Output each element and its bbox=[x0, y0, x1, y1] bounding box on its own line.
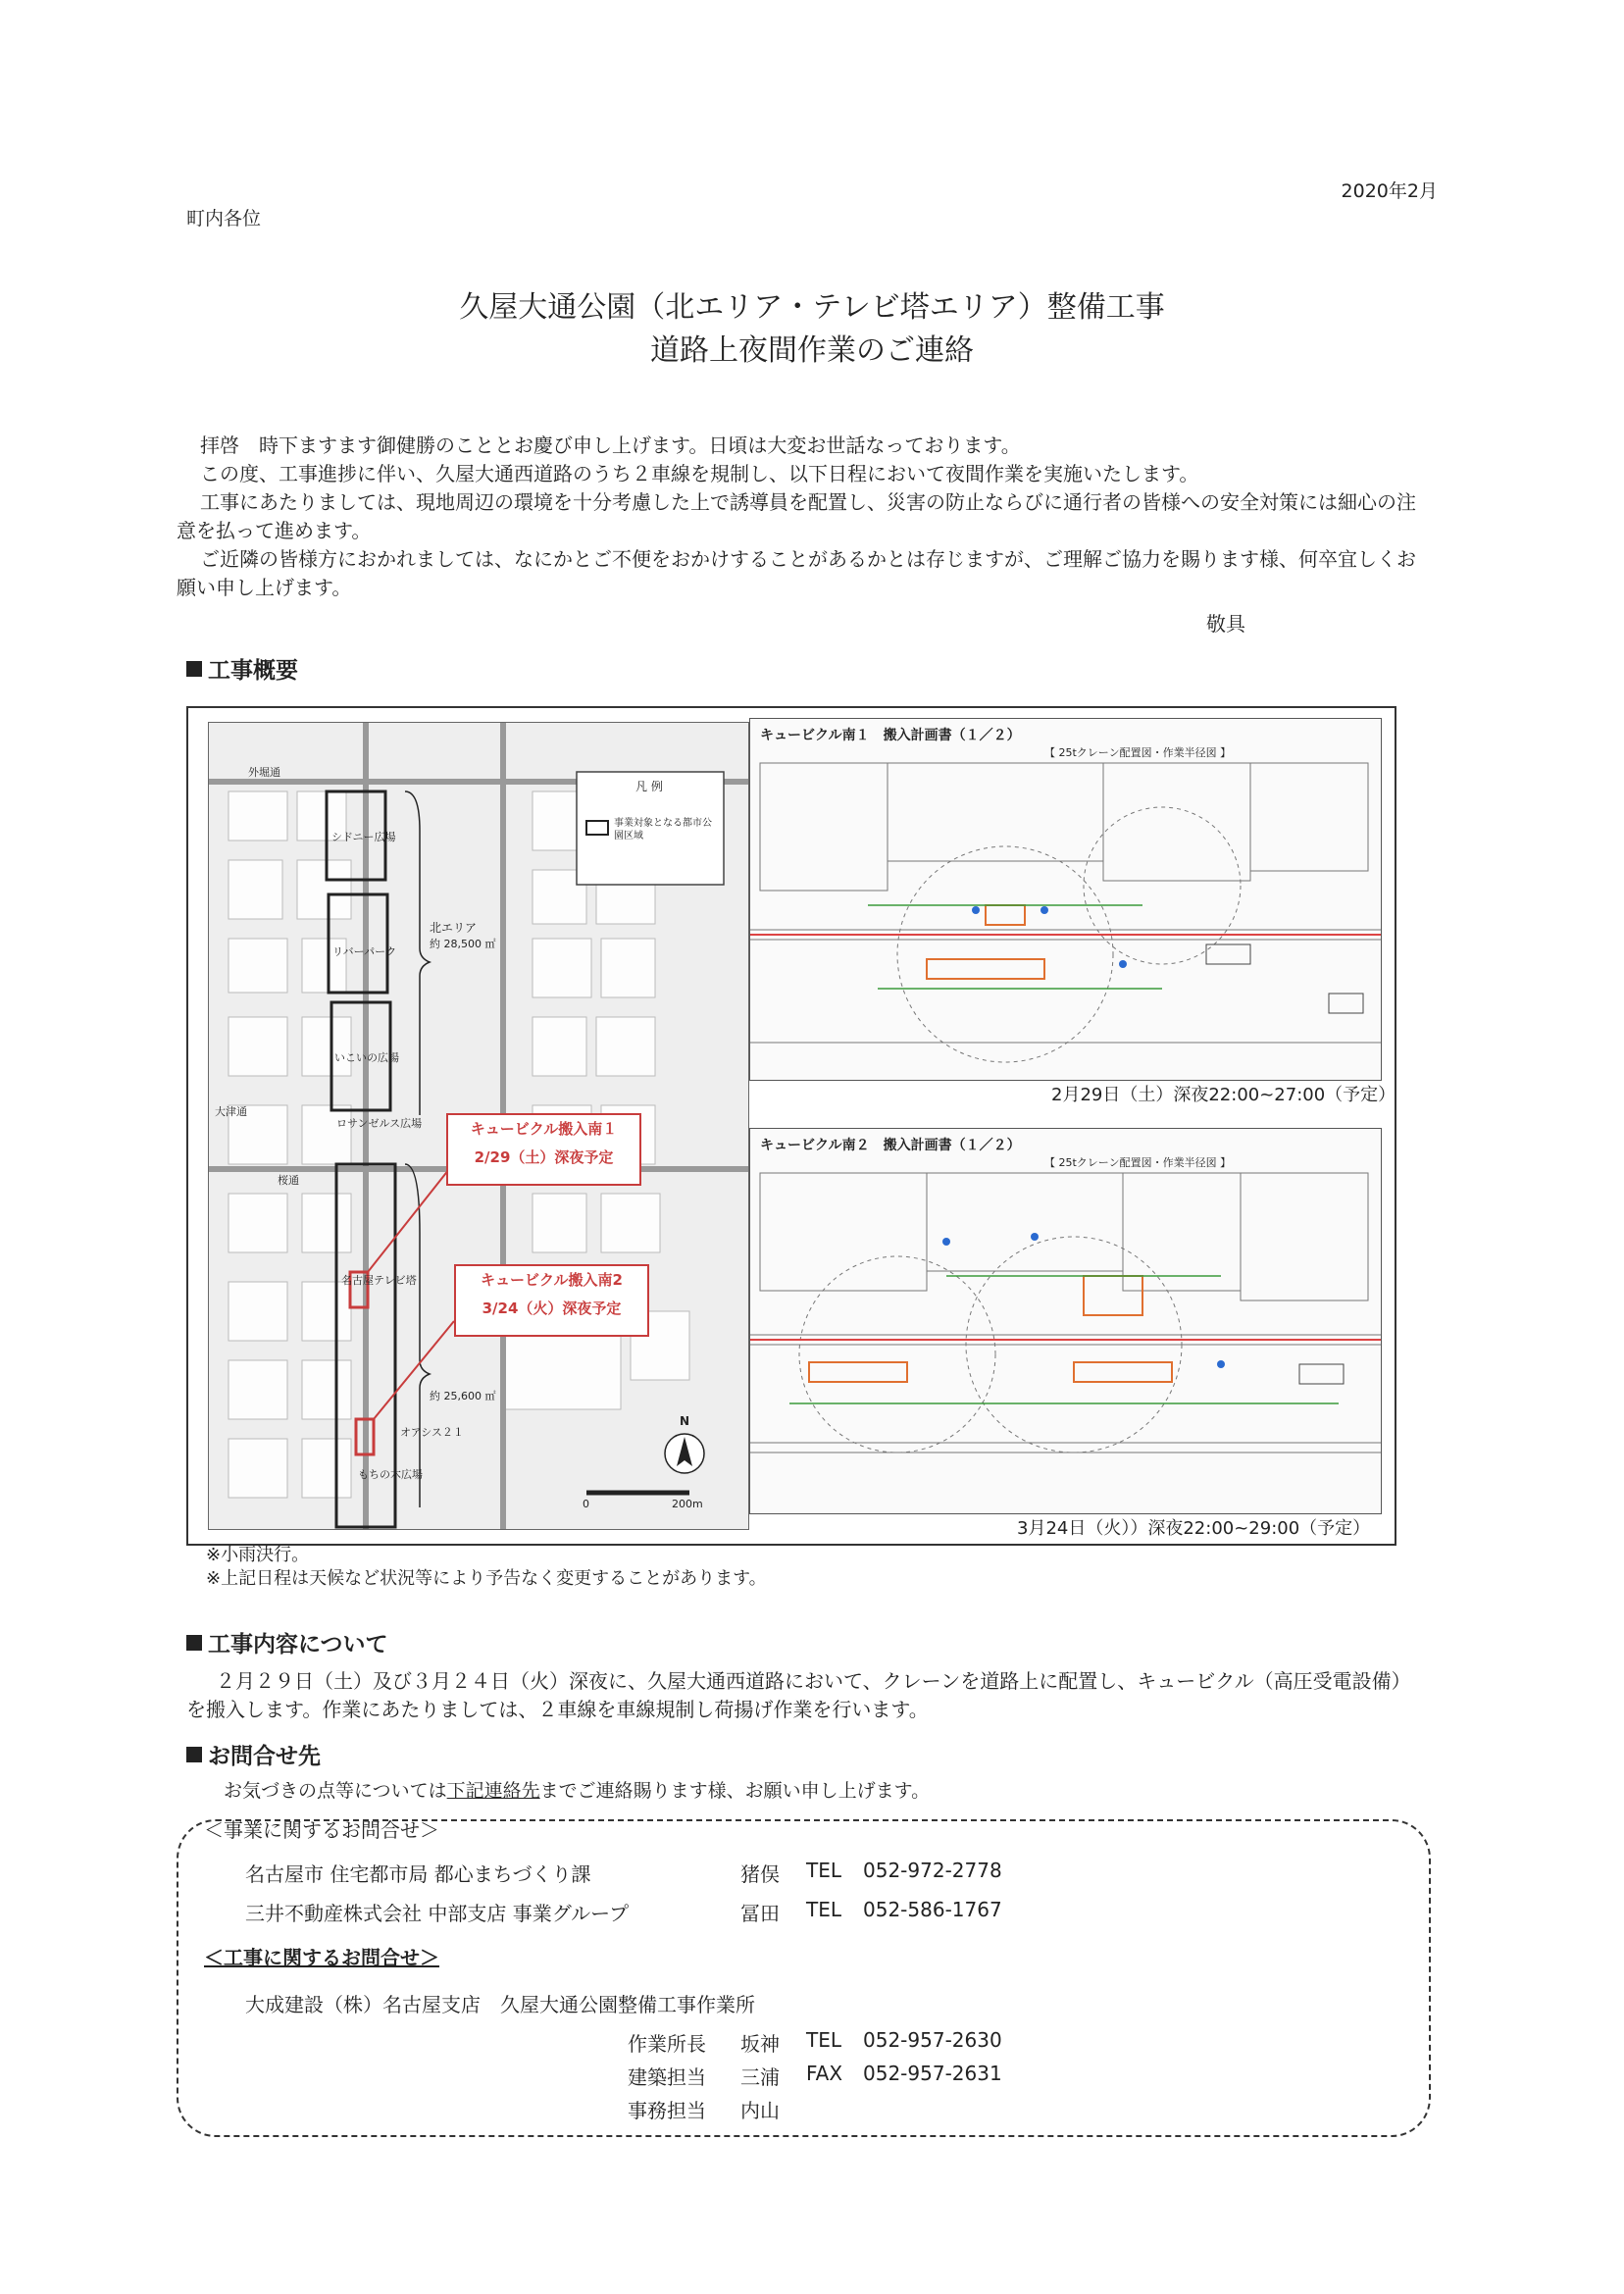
content-text: ２月２９日（土）及び３月２４日（火）深夜に、久屋大通西道路において、クレーンを道路上に配置し、キュービクル（高圧受電設備）を搬入します。作業にあたりましては、２車線を車線規制し荷揚げ作業を行います。 bbox=[186, 1669, 1411, 1721]
contact-person: 猪俣 bbox=[740, 1862, 780, 1886]
greeting-p2: この度、工事進捗に伴い、久屋大通西道路のうち２車線を規制し、以下日程において夜間作業を実施いたします。 bbox=[200, 462, 1199, 485]
section-heading-content: 工事内容について bbox=[186, 1626, 388, 1658]
map-place-label: もちの木広場 bbox=[358, 1468, 423, 1481]
plan-2-drawing bbox=[750, 1129, 1381, 1513]
contact-person: 三浦 bbox=[740, 2065, 780, 2089]
contact-org: 三井不動産株式会社 中部支店 事業グループ bbox=[245, 1902, 630, 1925]
site-map bbox=[208, 722, 749, 1530]
contact-kind: TEL bbox=[806, 1859, 841, 1882]
greeting-p1: 拝啓 時下ますます御健勝のこととお慶び申し上げます。日頃は大変お世話なっております。 bbox=[200, 433, 1021, 457]
square-bullet-icon bbox=[186, 1747, 202, 1762]
contact-kind: FAX bbox=[806, 2062, 843, 2085]
plan-2-caption: 3月24日（火））深夜22:00~29:00（予定） bbox=[1017, 1518, 1371, 1539]
delivery-plan-2 bbox=[749, 1128, 1382, 1514]
greeting-text bbox=[177, 432, 1432, 602]
construction-inquiry-title: ＜工事に関するお問合せ＞ bbox=[204, 1946, 439, 1969]
contact-person: 冨田 bbox=[740, 1902, 780, 1925]
contact-person: 坂神 bbox=[740, 2032, 780, 2056]
title-line-2: 道路上夜間作業のご連絡 bbox=[650, 332, 974, 368]
map-place-label: いこいの広場 bbox=[334, 1051, 399, 1064]
area-north-label: 北エリア bbox=[430, 921, 478, 935]
contact-role: 作業所長 bbox=[628, 2032, 706, 2056]
scale-200m: 200m bbox=[672, 1498, 703, 1510]
contact-number: 052-957-2630 bbox=[863, 2028, 1002, 2052]
greeting-p3: 工事にあたりましては、現地周辺の環境を十分考慮した上で誘導員を配置し、災害の防止ならびに通行者の皆様への安全対策には細心の注意を払って進めます。 bbox=[177, 490, 1416, 542]
addressee: 町内各位 bbox=[186, 208, 262, 229]
note-schedule: ※上記日程は天候など状況等により予告なく変更することがあります。 bbox=[206, 1568, 767, 1589]
map-place-label: 大津通 bbox=[215, 1105, 247, 1118]
contact-org: 名古屋市 住宅都市局 都心まちづくり課 bbox=[245, 1862, 591, 1886]
contact-role: 事務担当 bbox=[628, 2099, 706, 2122]
document-date: 2020年2月 bbox=[1341, 180, 1438, 202]
legend-title: 凡 例 bbox=[635, 780, 663, 793]
map-place-label: リバーパーク bbox=[332, 945, 397, 958]
north-mark: N bbox=[680, 1414, 690, 1428]
overview-figure bbox=[186, 706, 1396, 1546]
square-bullet-icon bbox=[186, 661, 202, 677]
delivery-plan-1 bbox=[749, 718, 1382, 1081]
callout-delivery-1: キュービクル搬入南１ 2/29（土）深夜予定 bbox=[446, 1113, 641, 1186]
plan-2-subtitle: 【 25tクレーン配置図・作業半径図 】 bbox=[1044, 1156, 1232, 1169]
square-bullet-icon bbox=[186, 1635, 202, 1651]
contact-link: 下記連絡先 bbox=[446, 1780, 540, 1802]
contact-number: 052-972-2778 bbox=[863, 1859, 1002, 1882]
map-place-label: 名古屋テレビ塔 bbox=[341, 1274, 417, 1287]
contact-number: 052-957-2631 bbox=[863, 2062, 1002, 2085]
map-place-label: オアシス２１ bbox=[400, 1426, 464, 1439]
area-tv-size: 約 25,600 ㎡ bbox=[430, 1390, 496, 1402]
area-north-size: 約 28,500 ㎡ bbox=[430, 938, 496, 950]
map-place-label: シドニー広場 bbox=[331, 831, 396, 843]
map-place-label: ロサンゼルス広場 bbox=[336, 1117, 423, 1130]
contact-kind: TEL bbox=[806, 2028, 841, 2052]
legend-item: 事業対象となる都市公園区域 bbox=[614, 818, 712, 841]
closing-word: 敬具 bbox=[1206, 612, 1245, 636]
note-rain: ※小雨決行。 bbox=[206, 1545, 310, 1565]
scale-zero: 0 bbox=[583, 1498, 589, 1510]
contact-intro: お気づきの点等については下記連絡先までご連絡賜ります様、お願い申し上げます。 bbox=[224, 1780, 931, 1802]
map-place-label: 桜通 bbox=[278, 1174, 299, 1187]
title-line-1: 久屋大通公園（北エリア・テレビ塔エリア）整備工事 bbox=[459, 290, 1165, 325]
contact-number: 052-586-1767 bbox=[863, 1898, 1002, 1921]
plan-1-subtitle: 【 25tクレーン配置図・作業半径図 】 bbox=[1044, 746, 1232, 759]
section-heading-contact: お問合せ先 bbox=[186, 1738, 321, 1770]
plan-1-caption: 2月29日（土）深夜22:00~27:00（予定） bbox=[1051, 1085, 1396, 1105]
plan-1-drawing bbox=[750, 719, 1381, 1080]
business-inquiry-title: ＜事業に関するお問合せ＞ bbox=[204, 1818, 439, 1842]
callout-delivery-2: キュービクル搬入南2 3/24（火）深夜予定 bbox=[454, 1264, 649, 1337]
map-place-label: 外堀通 bbox=[248, 766, 280, 779]
contact-kind: TEL bbox=[806, 1898, 841, 1921]
plan-1-title: キュービクル南１ 搬入計画書（１／２） bbox=[760, 728, 1021, 743]
greeting-p4: ご近隣の皆様方におかれましては、なにかとご不便をおかけすることがあるかとは存じますが、ご理解ご協力を賜ります様、何卒宜しくお願い申し上げます。 bbox=[177, 547, 1416, 599]
contact-person: 内山 bbox=[740, 2099, 780, 2122]
page-title bbox=[0, 286, 1624, 372]
plan-2-title: キュービクル南２ 搬入計画書（１／２） bbox=[760, 1138, 1021, 1153]
contact-role: 建築担当 bbox=[628, 2065, 706, 2089]
contact-org: 大成建設（株）名古屋支店 久屋大通公園整備工事作業所 bbox=[245, 1993, 755, 2016]
section-heading-overview: 工事概要 bbox=[186, 652, 298, 685]
